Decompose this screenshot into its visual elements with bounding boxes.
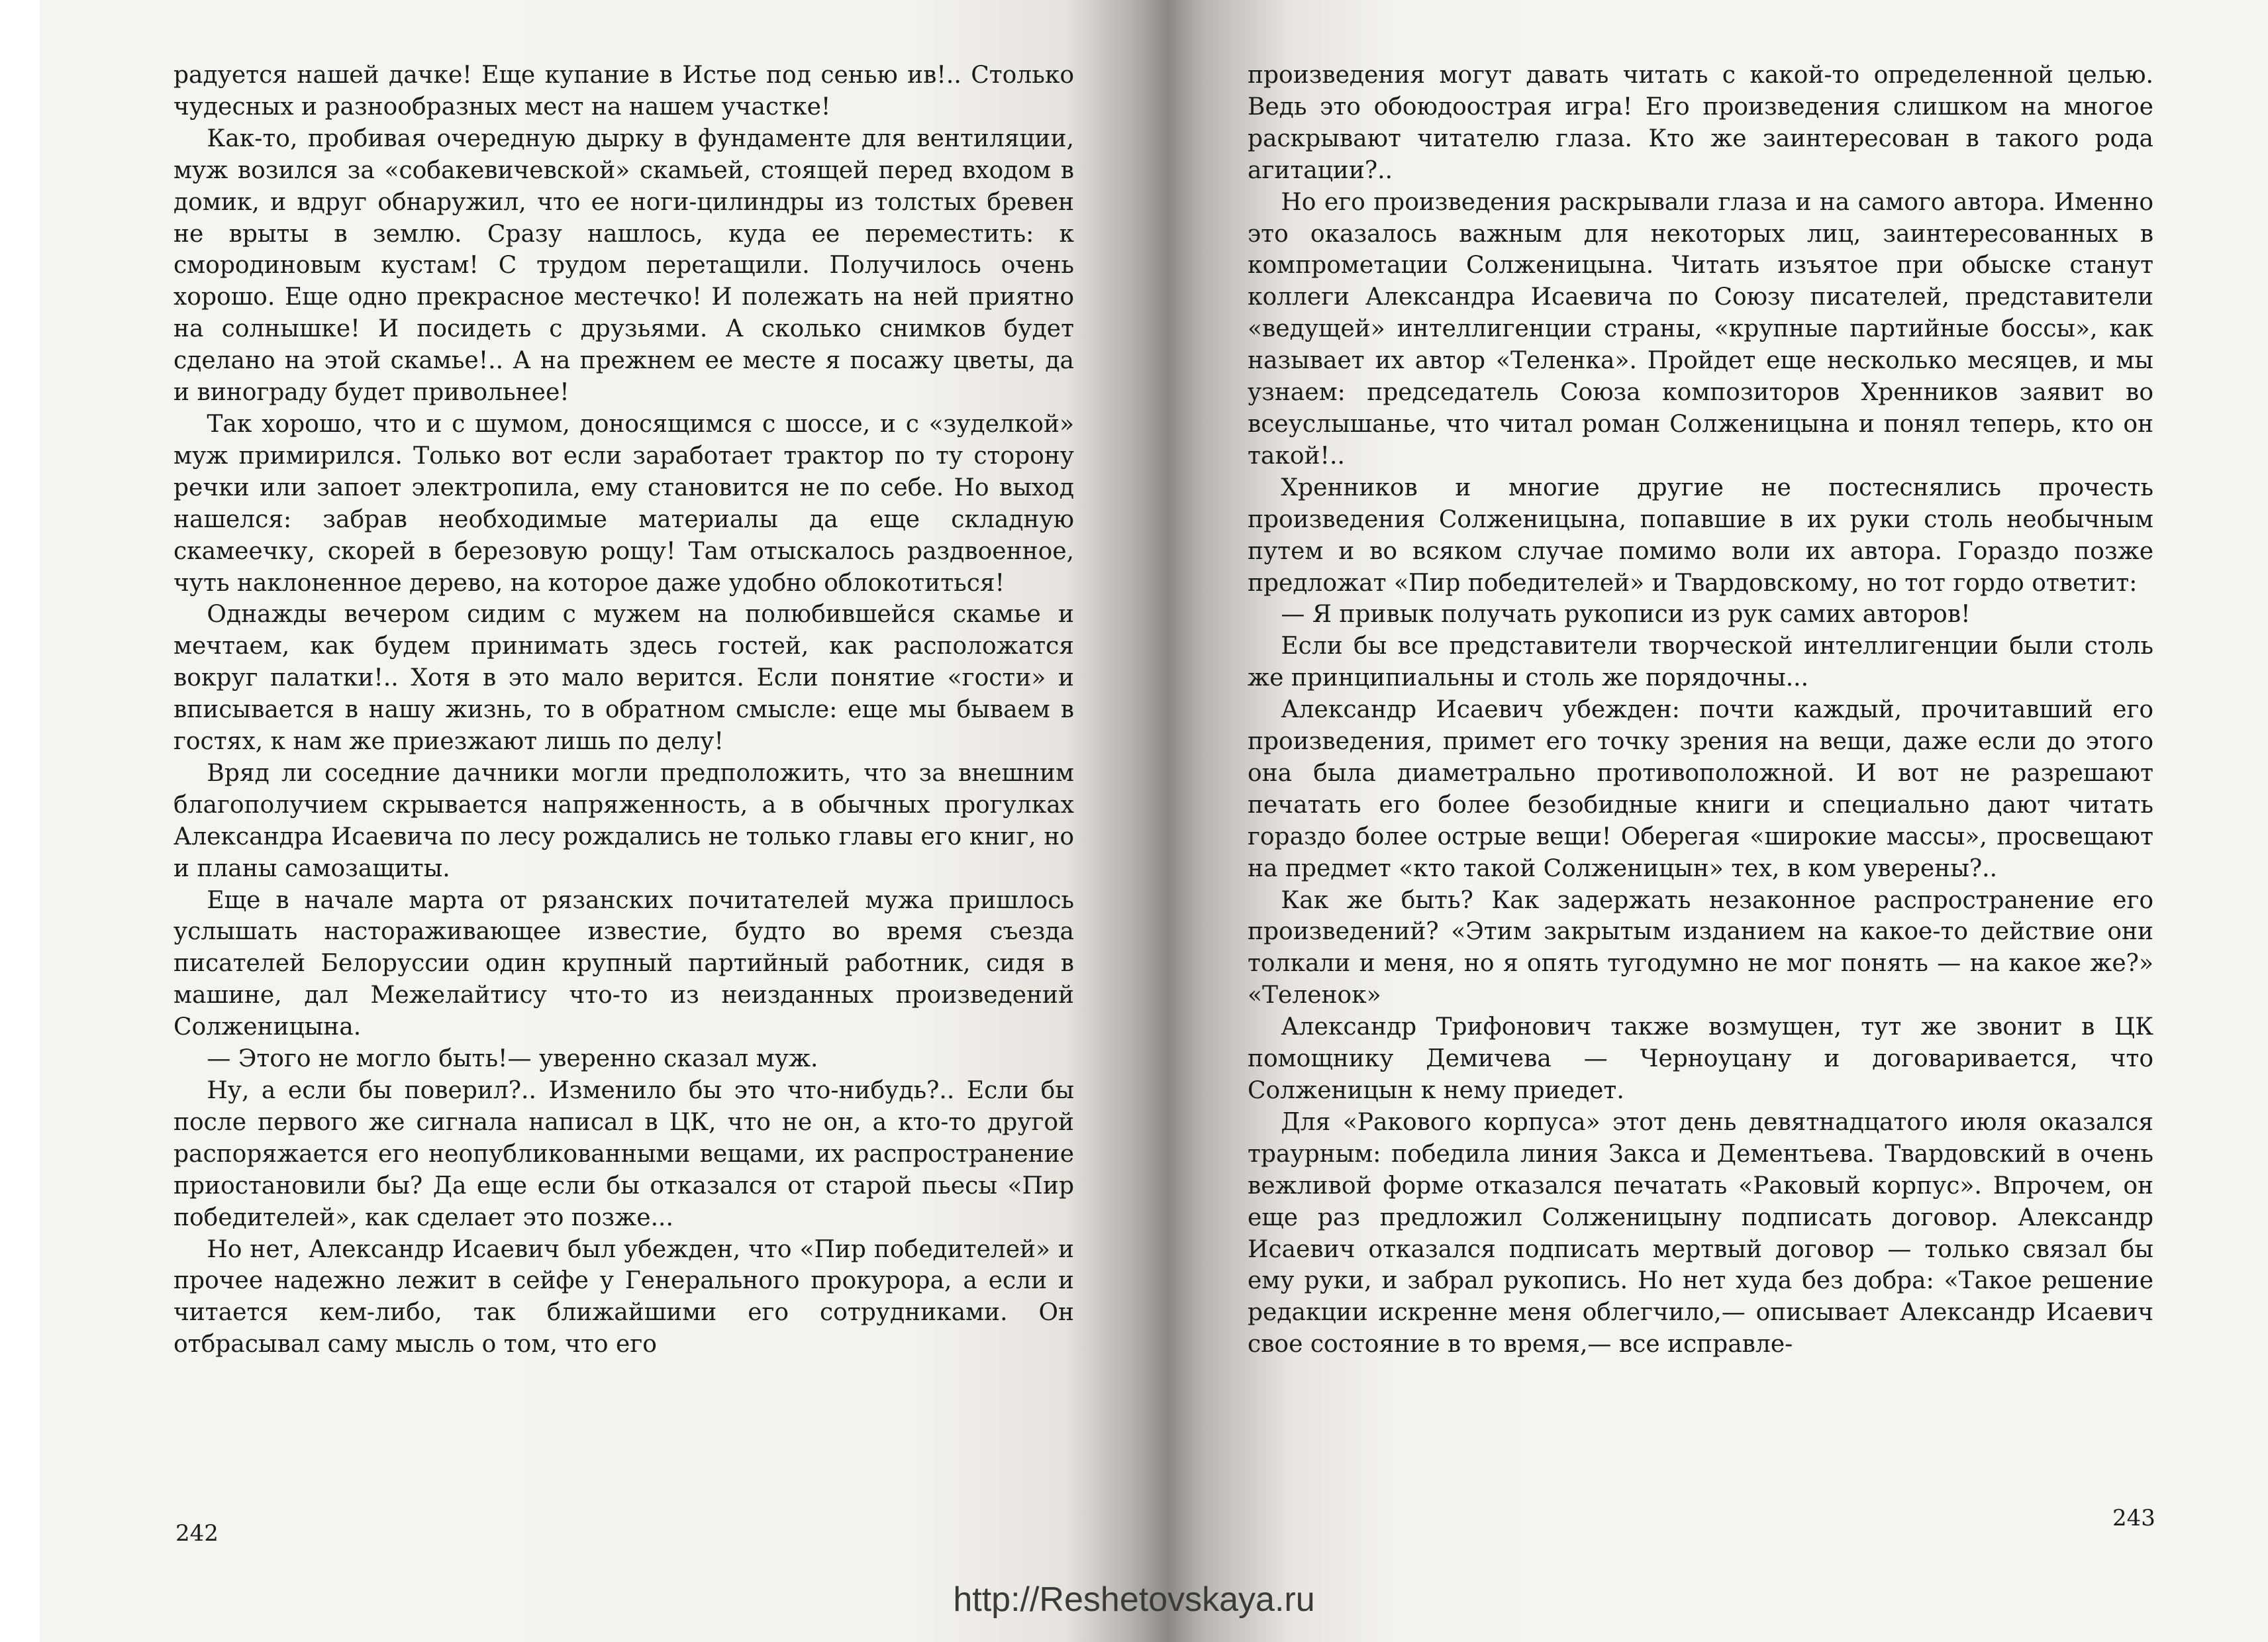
paragraph: Если бы все представители творческой интеллигенции были столь же принципиальны и столь же порядочны... [1248,633,2153,692]
paragraph: Так хорошо, что и с шумом, доносящимся с шоссе, и с «зуделкой» муж примирился. Только вот если заработает трактор по ту сторону речки или запоет электропила, ему становится не по себе. Но выход нашелся: забрав необходимые материалы да еще складную скамеечку, скорей в березовую рощу! Там отыскалось раздвоенное, чуть наклоненное дерево, на которое даже удобно облокотиться! [173,410,1074,597]
source-url-watermark: http://Reshetovskaya.ru [953,1580,1315,1619]
scan-margin [0,0,40,1642]
paragraph: — Я привык получать рукописи из рук самих авторов! [1281,601,1971,629]
right-page [1248,60,2153,1360]
paragraph: Однажды вечером сидим с мужем на полюбившейся скамье и мечтаем, как будем принимать здесь гостей, как расположатся вокруг палатки!.. Хотя в это мало верится. Если понятие «гости» и вписывается в нашу жизнь, то в обратном смысле: еще мы бываем в гостях, к нам же приезжают лишь по делу! [173,601,1074,756]
page-number-right: 243 [2112,1505,2155,1531]
paragraph: Александр Исаевич убежден: почти каждый, прочитавший его произведения, примет его точку зрения на вещи, даже если до этого она была диаметрально противоположной. И вот не разрешают печатать его более безобидные книги и специально дают читать гораздо более острые вещи! Оберегая «широкие массы», просвещают на предмет «кто такой Солженицын» тех, в ком уверены?.. [1248,696,2153,882]
paragraph: Но его произведения раскрывали глаза и на самого автора. Именно это оказалось важным для некоторых лиц, заинтересованных в компрометации Солженицына. Читать изъятое при обыске станут коллеги Александра Исаевича по Союзу писателей, представители «ведущей» интеллигенции страны, «крупные партийные боссы», как называет их автор «Теленка». Пройдет еще несколько месяцев, и мы узнаем: председатель Союза композиторов Хренников заявит во всеуслышанье, что читал роман Солженицына и понял теперь, кто он такой!.. [1248,188,2153,470]
paragraph: Но нет, Александр Исаевич был убежден, что «Пир победителей» и прочее надежно лежит в сейфе у Генерального прокурора, а если и читается кем-либо, так ближайшими его сотрудниками. Он отбрасывал саму мысль о том, что его [173,1235,1074,1359]
paragraph: Еще в начале марта от рязанских почитателей мужа пришлось услышать настораживающее известие, будто во время съезда писателей Белоруссии один крупный партийный работник, сидя в машине, дал Межелайтису что-то из неизданных произведений Солженицына. [173,886,1074,1041]
left-page [173,60,1074,1360]
paragraph: Ну, а если бы поверил?.. Изменило бы это что-нибудь?.. Если бы после первого же сигнала написал в ЦК, что не он, а кто-то другой распоряжается его неопубликованными вещами, их распространение приостановили бы? Да еще если бы отказался от старой пьесы «Пир победителей», как сделает это позже... [173,1077,1074,1231]
paragraph: — Этого не могло быть!— уверенно сказал муж. [207,1045,818,1073]
paragraph: Вряд ли соседние дачники могли предположить, что за внешним благополучием скрывается напряженность, а в обычных прогулках Александра Исаевича по лесу рождались не только главы его книг, но и планы самозащиты. [173,759,1074,882]
paragraph: Александр Трифонович также возмущен, тут же звонит в ЦК помощнику Демичева — Черноуцану и договаривается, что Солженицын к нему приедет. [1248,1013,2153,1104]
paragraph: Хренников и многие другие не постеснялись прочесть произведения Солженицына, попавшие в их руки столь необычным путем и во всяком случае помимо воли их автора. Гораздо позже предложат «Пир победителей» и Твардовскому, но тот гордо ответит: [1248,474,2153,597]
paragraph: радуется нашей дачке! Еще купание в Истье под сенью ив!.. Столько чудесных и разнообразных мест на нашем участке! [173,62,1074,121]
paragraph: Как-то, пробивая очередную дырку в фундаменте для вентиляции, муж возился за «собакевичевской» скамьей, стоящей перед входом в домик, и вдруг обнаружил, что ее ноги-цилиндры из толстых бревен не врыты в землю. Сразу нашлось, куда ее переместить: к смородиновым кустам! С трудом перетащили. Получилось очень хорошо. Еще одно прекрасное местечко! И полежать на ней приятно на солнышке! И посидеть с друзьями. А сколько снимков будет сделано на этой скамье!.. А на прежнем ее месте я посажу цветы, да и винограду будет привольнее! [173,125,1074,407]
page-number-left: 242 [175,1520,219,1547]
paragraph: Как же быть? Как задержать незаконное распространение его произведений? «Этим закрытым изданием на какое-то действие они толкали и меня, но я опять тугодумно не мог понять — на какое же?» «Теленок» [1248,886,2153,1009]
paragraph: Для «Ракового корпуса» этот день девятнадцатого июля оказался траурным: победила линия Закса и Дементьева. Твардовский в очень вежливой форме отказался печатать «Раковый корпус». Впрочем, он еще раз предложил Солженицыну подписать договор. Александр Исаевич отказался подписать мертвый договор — только связал бы ему руки, и забрал рукопись. Но нет худа без добра: «Такое решение редакции искренне меня облегчило,— описывает Александр Исаевич свое состояние в то время,— все исправле- [1248,1108,2153,1359]
paragraph: произведения могут давать читать с какой-то определенной целью. Ведь это обоюдоострая игра! Его произведения слишком на многое раскрывают читателю глаза. Кто же заинтересован в такого рода агитации?.. [1248,62,2153,184]
